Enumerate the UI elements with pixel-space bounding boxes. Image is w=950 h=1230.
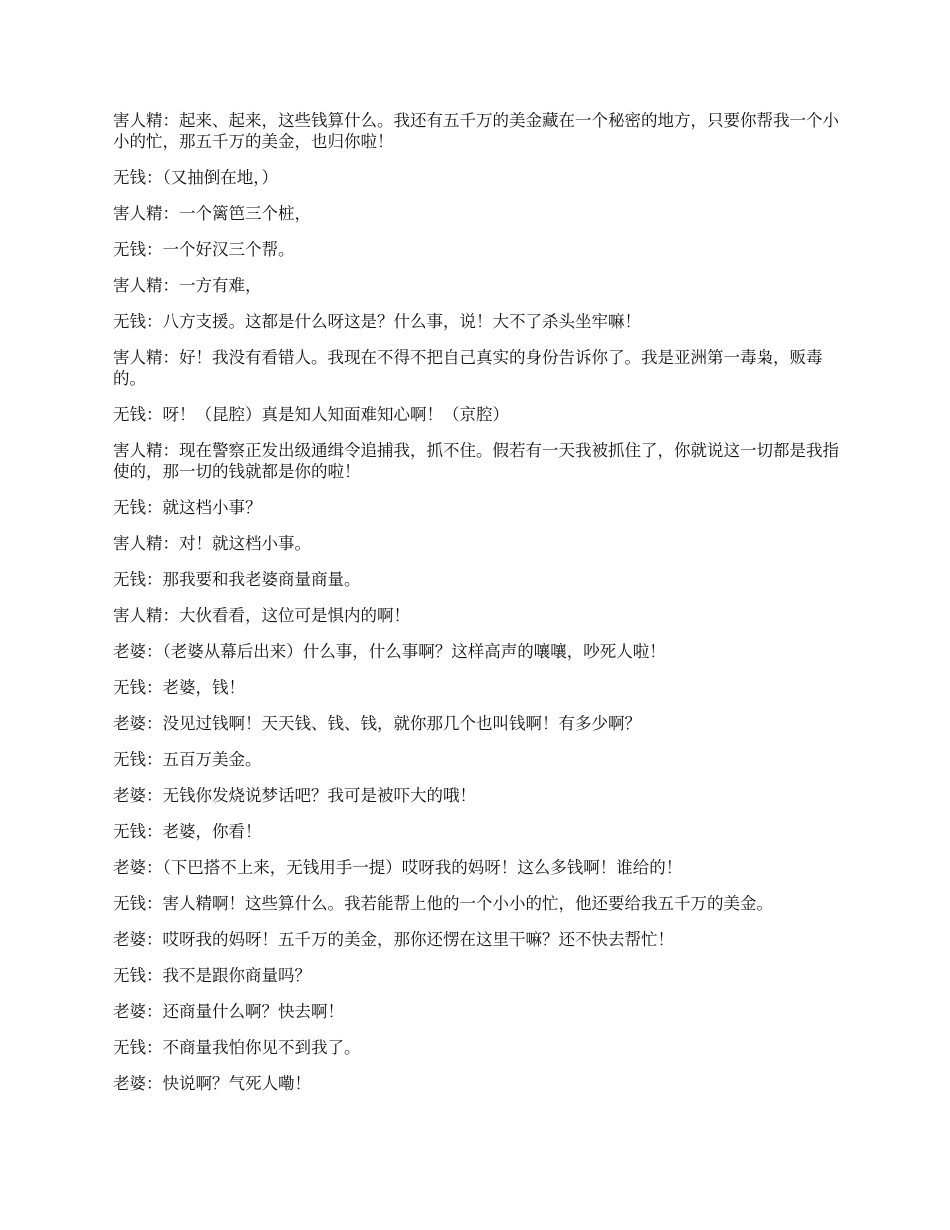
dialogue-line: 老婆：无钱你发烧说梦话吧？我可是被吓大的哦！ [113,786,476,805]
dialogue-line: 无钱：不商量我怕你见不到我了。 [113,1038,361,1057]
dialogue-line: 老婆：（下巴搭不上来，无钱用手一提）哎呀我的妈呀！这么多钱啊！谁给的！ [113,858,683,877]
dialogue-line: 无钱：就这档小事？ [113,498,262,517]
dialogue-line: 无钱：我不是跟你商量吗？ [113,966,311,985]
dialogue-line: 老婆：快说啊？气死人嘞！ [113,1074,311,1093]
dialogue-line: 无钱：一个好汉三个帮。 [113,240,295,259]
dialogue-line: 害人精：好！我没有看错人。我现在不得不把自己真实的身份告诉你了。我是亚洲第一毒枭，贩毒的。 [113,348,823,388]
dialogue-line: 无钱：老婆，钱！ [113,678,245,697]
dialogue-line: 无钱：八方支援。这都是什么呀这是？什么事，说！大不了杀头坐牢嘛！ [113,312,641,331]
dialogue-line: 害人精：一个篱笆三个桩， [113,204,311,223]
dialogue-line: 老婆：没见过钱啊！天天钱、钱、钱，就你那几个也叫钱啊！有多少啊？ [113,714,641,733]
dialogue-line: 无钱：（又抽倒在地，） [113,168,278,187]
dialogue-line: 无钱：老婆，你看！ [113,822,262,841]
dialogue-line: 老婆：（老婆从幕后出来）什么事，什么事啊？这样高声的嚷嚷，吵死人啦！ [113,642,666,661]
dialogue-line: 无钱：呀！（昆腔）真是知人知面难知心啊！（京腔） [113,405,509,424]
document-page [113,110,843,1109]
dialogue-line: 老婆：还商量什么啊？快去啊！ [113,1002,344,1021]
dialogue-line: 害人精：对！就这档小事。 [113,534,311,553]
dialogue-line: 害人精：一方有难， [113,276,262,295]
dialogue-line: 无钱：五百万美金。 [113,750,262,769]
dialogue-line: 害人精：现在警察正发出级通缉令追捕我，抓不住。假若有一天我被抓住了，你就说这一切都是我指使的，那一切的钱就都是你的啦！ [113,441,839,481]
dialogue-line: 害人精：起来、起来，这些钱算什么。我还有五千万的美金藏在一个秘密的地方，只要你帮我一个小小的忙，那五千万的美金，也归你啦！ [113,111,839,151]
dialogue-line: 老婆：哎呀我的妈呀！五千万的美金，那你还愣在这里干嘛？还不快去帮忙！ [113,930,674,949]
dialogue-line: 无钱：那我要和我老婆商量商量。 [113,570,361,589]
dialogue-line: 无钱：害人精啊！这些算什么。我若能帮上他的一个小小的忙，他还要给我五千万的美金。 [113,894,773,913]
dialogue-line: 害人精：大伙看看，这位可是惧内的啊！ [113,606,410,625]
